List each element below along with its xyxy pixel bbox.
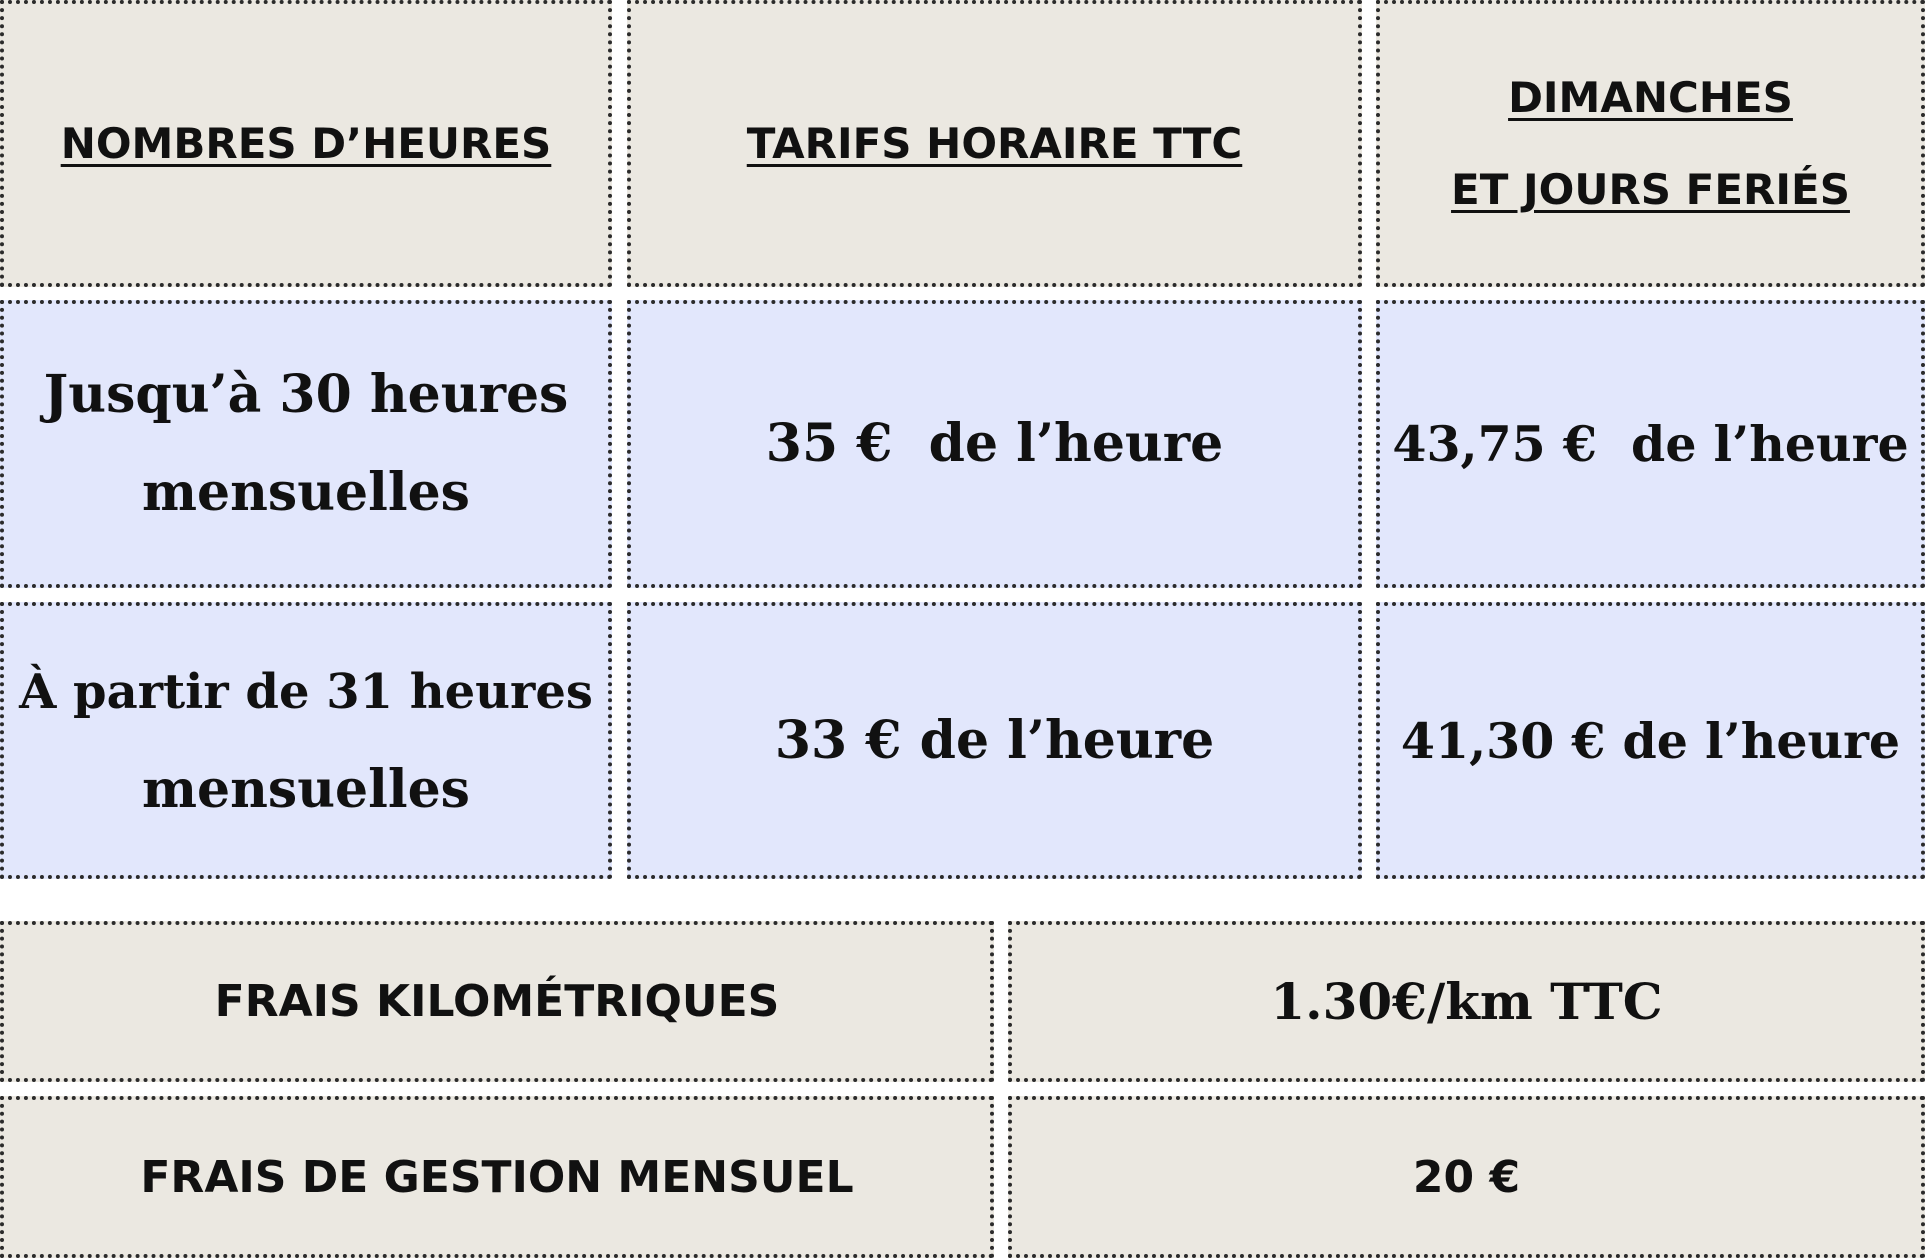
row2-hours-line1: À partir de 31 heures [19, 663, 593, 720]
row2-rate-cell [627, 602, 1362, 879]
header-hours: NOMBRES D’HEURES [60, 118, 552, 168]
header-sundays-line1: DIMANCHES [1508, 72, 1793, 122]
header-sundays-line2: ET JOURS FERIÉS [1451, 164, 1850, 214]
fee-management-label: FRAIS DE GESTION MENSUEL [140, 1151, 854, 1203]
row2-hours-line2: mensuelles [142, 758, 470, 820]
row1-hours-line2: mensuelles [142, 462, 470, 523]
fee-km-label: FRAIS KILOMÉTRIQUES [214, 976, 780, 1027]
fee-km-value: 1.30€/km TTC [1270, 972, 1663, 1031]
header-hours-cell [0, 0, 612, 287]
row2-rate: 33 € de l’heure [774, 709, 1215, 771]
header-sundays-cell [1376, 0, 1925, 287]
fee-km-label-cell [0, 921, 994, 1082]
header-rate-cell [627, 0, 1362, 287]
row1-rate: 35 € de l’heure [765, 413, 1224, 474]
row1-sundays-cell [1376, 300, 1925, 588]
header-rate: TARIFS HORAIRE TTC [746, 118, 1243, 168]
row1-sundays: 43,75 € de l’heure [1392, 415, 1909, 473]
row1-hours-cell [0, 300, 612, 588]
fee-management-value: 20 € [1412, 1151, 1521, 1203]
row1-hours-line1: Jusqu’à 30 heures [43, 364, 569, 425]
fee-management-value-cell [1008, 1096, 1925, 1258]
fee-management-label-cell [0, 1096, 994, 1258]
row2-sundays: 41,30 € de l’heure [1400, 711, 1901, 770]
fee-km-value-cell [1008, 921, 1925, 1082]
row1-rate-cell [627, 300, 1362, 588]
row2-hours-cell [0, 602, 612, 879]
row2-sundays-cell [1376, 602, 1925, 879]
